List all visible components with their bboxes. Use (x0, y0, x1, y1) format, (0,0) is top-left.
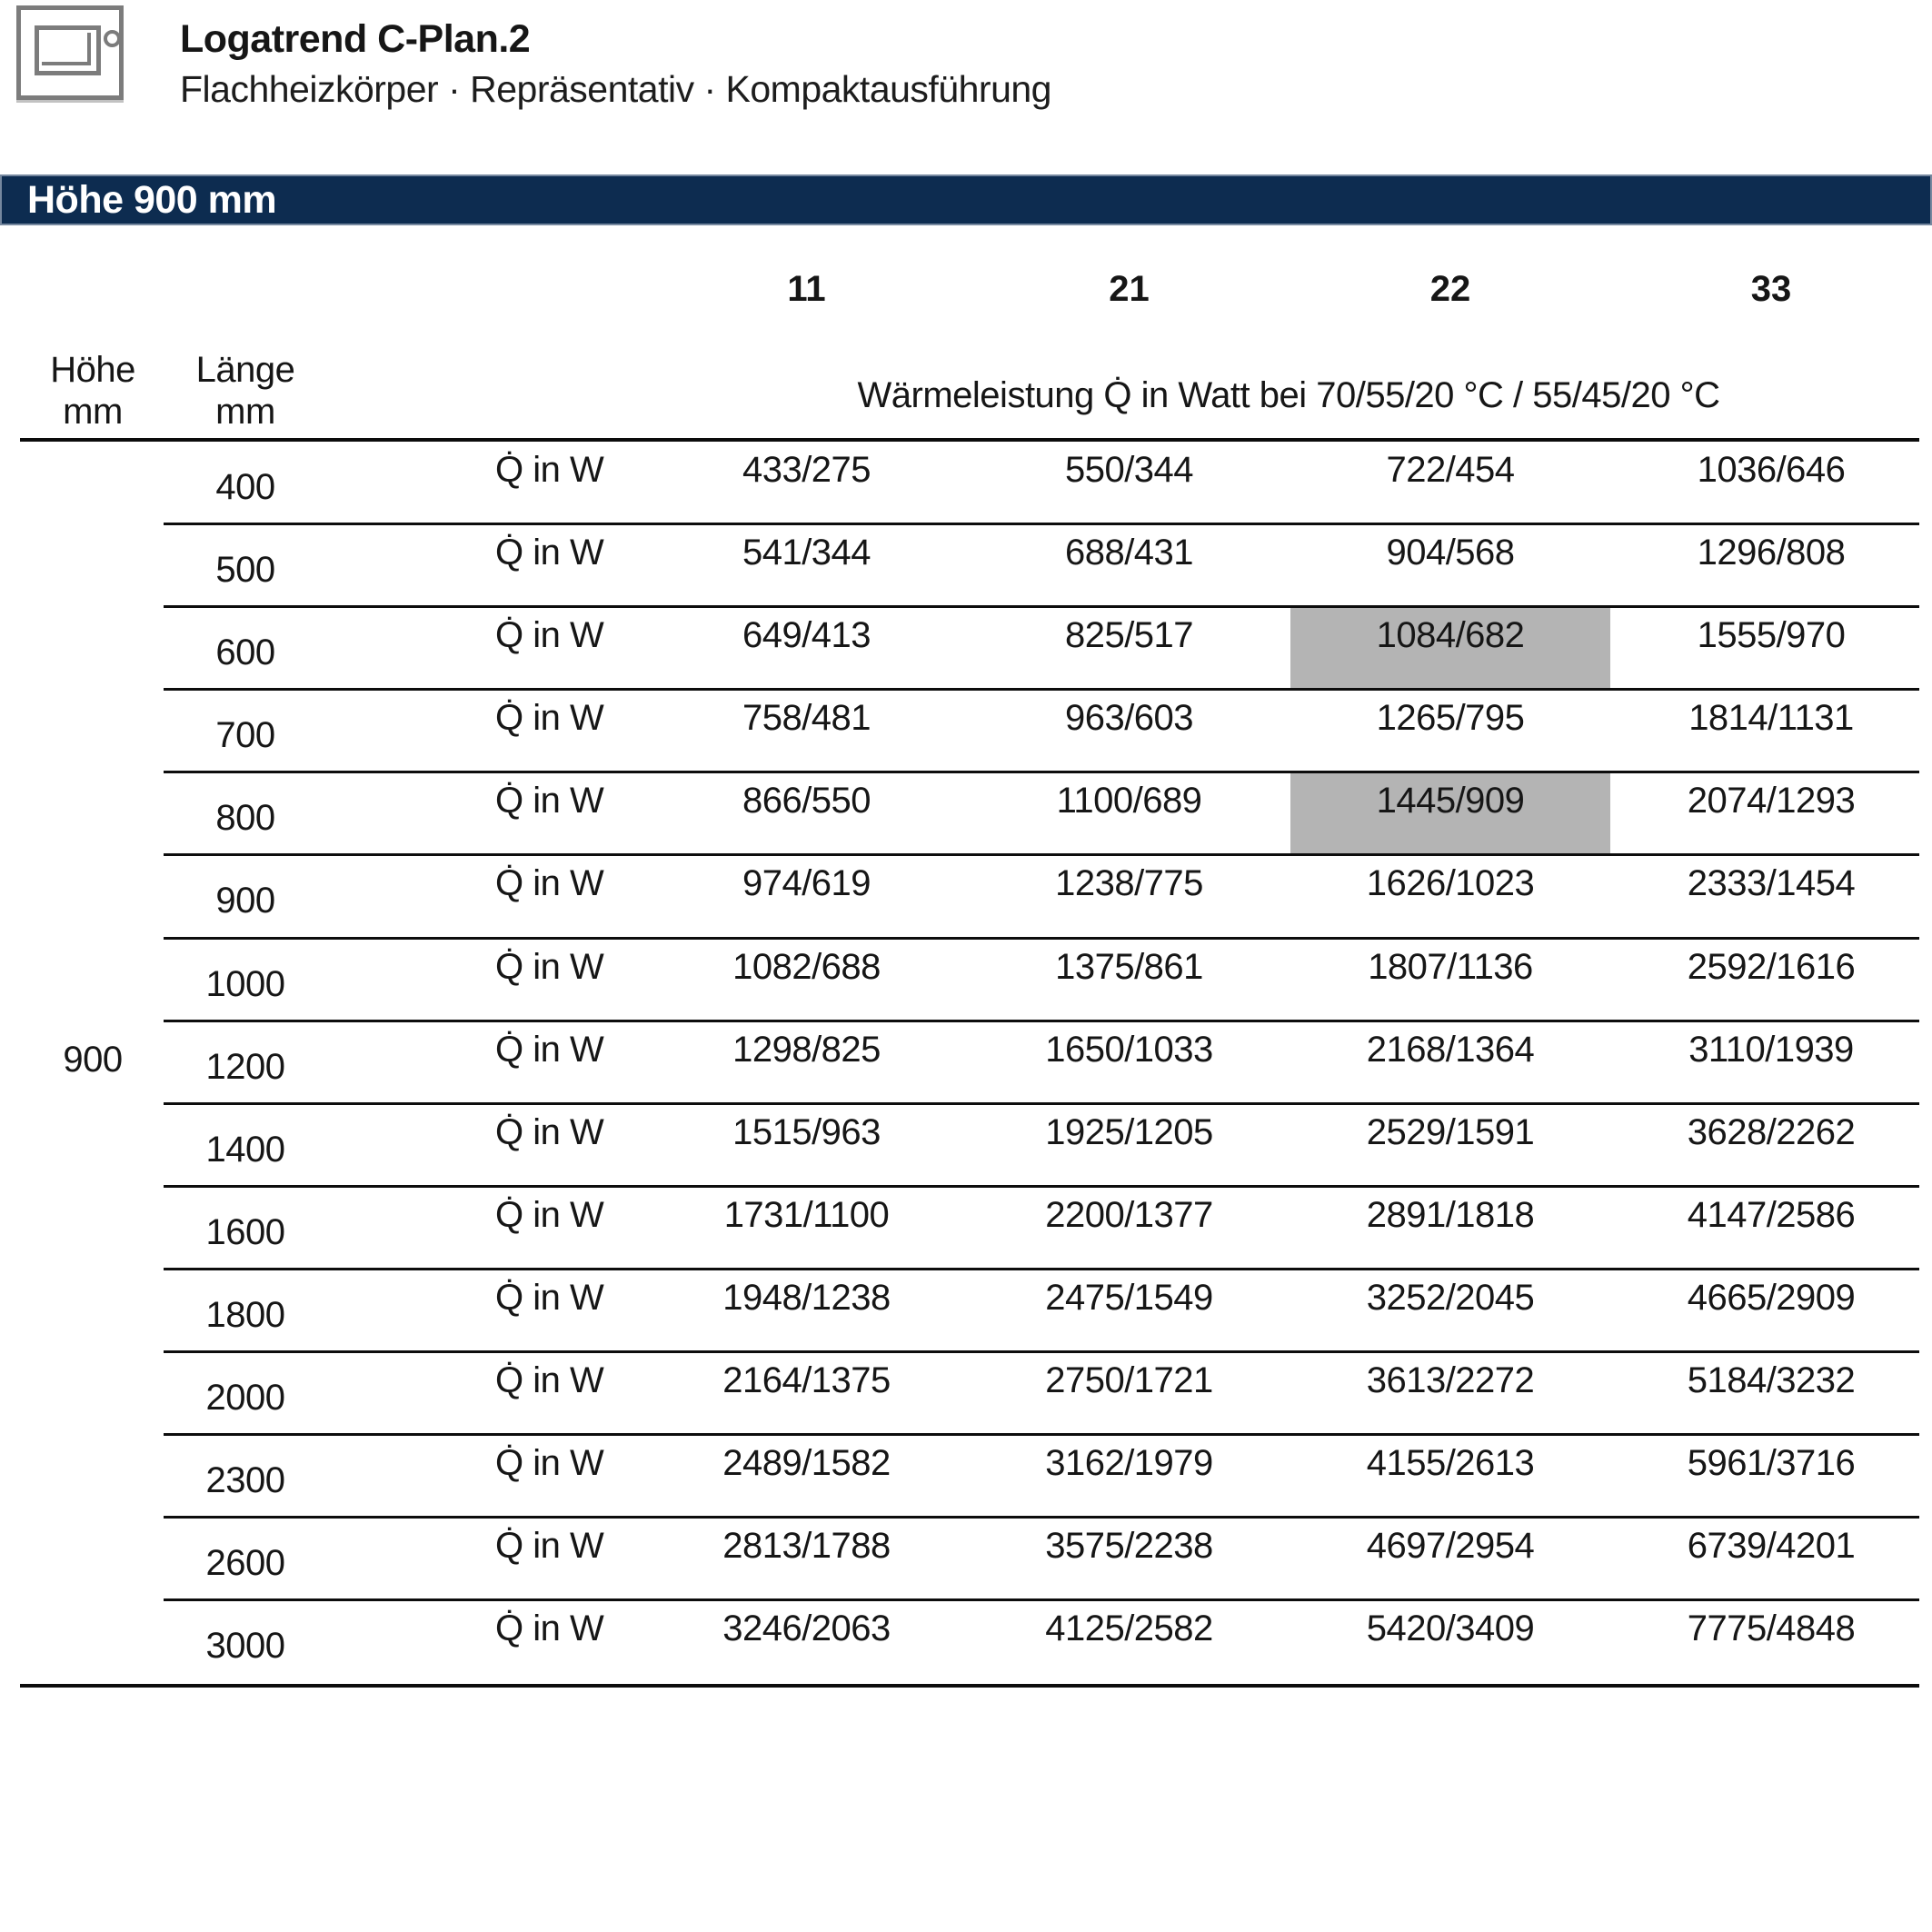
type-header-21: 21 (1109, 269, 1150, 309)
value-type-21: 1925/1205 (1045, 1111, 1213, 1152)
hoehe-spacer-cell (0, 855, 164, 938)
product-title: Logatrend C-Plan.2 (180, 17, 531, 61)
value-type-33: 2074/1293 (1687, 781, 1856, 822)
laenge-value: 1600 (205, 1211, 285, 1252)
value-type-21: 1375/861 (1055, 946, 1203, 987)
value-type-22: 1807/1136 (1368, 946, 1533, 987)
q-unit-label: Q̇ in W (495, 781, 604, 822)
q-unit-label: Q̇ in W (495, 615, 604, 656)
radiator-panel-glyph (35, 25, 101, 75)
value-type-21: 1238/775 (1055, 863, 1203, 904)
value-type-21: 3162/1979 (1045, 1443, 1213, 1484)
value-type-21: 1650/1033 (1045, 1029, 1213, 1070)
table-row (0, 1187, 1932, 1270)
value-type-22: 2529/1591 (1366, 1111, 1535, 1152)
value-type-21: 2750/1721 (1045, 1360, 1213, 1401)
hoehe-spacer-cell (0, 939, 164, 1021)
table-row (0, 1600, 1932, 1683)
table-row (0, 1352, 1932, 1435)
q-unit-label: Q̇ in W (495, 1277, 604, 1318)
laenge-header-line2: mm (215, 392, 275, 432)
laenge-value: 800 (215, 798, 275, 839)
table-bottom-divider (20, 1684, 1919, 1688)
hoehe-spacer-cell (0, 1021, 164, 1104)
q-unit-label: Q̇ in W (495, 1194, 604, 1235)
value-type-33: 1036/646 (1697, 450, 1846, 490)
value-type-11: 2164/1375 (722, 1360, 891, 1401)
hoehe-header-line1: Höhe (50, 350, 135, 390)
laenge-header-line1: Länge (195, 350, 295, 390)
type-header-row (0, 268, 1932, 310)
value-type-21: 2200/1377 (1045, 1194, 1213, 1235)
column-header-row (0, 344, 1932, 438)
value-type-33: 5961/3716 (1687, 1443, 1856, 1484)
value-type-22: 4697/2954 (1366, 1526, 1535, 1567)
value-type-22: 2168/1364 (1366, 1029, 1535, 1070)
value-type-22: 5420/3409 (1366, 1608, 1535, 1649)
value-type-33: 1814/1131 (1688, 698, 1854, 739)
value-type-21: 550/344 (1064, 450, 1194, 490)
table-body (0, 442, 1932, 1683)
value-type-21: 963/603 (1064, 698, 1194, 739)
table-row (0, 1518, 1932, 1600)
laenge-value: 700 (215, 715, 275, 756)
type-header-11: 11 (787, 269, 826, 309)
value-type-11: 649/413 (742, 615, 871, 656)
value-type-33: 2592/1616 (1687, 946, 1856, 987)
value-type-22: 1265/795 (1376, 698, 1525, 739)
performance-header: Wärmeleistung Q̇ in Watt bei 70/55/20 °C / 55/45/20 °C (857, 374, 1720, 415)
value-type-21: 1100/689 (1056, 781, 1202, 822)
q-unit-label: Q̇ in W (495, 863, 604, 904)
hoehe-spacer-cell (0, 607, 164, 690)
hoehe-header-line2: mm (63, 392, 123, 432)
type-header-33: 33 (1750, 269, 1792, 309)
laenge-value: 400 (215, 467, 275, 507)
value-type-11: 433/275 (742, 450, 871, 490)
value-type-33: 2333/1454 (1687, 863, 1856, 904)
table-row (0, 1104, 1932, 1187)
section-bar-label: Höhe 900 mm (27, 177, 277, 222)
value-type-11: 1731/1100 (723, 1194, 890, 1235)
radiator-icon (16, 5, 124, 100)
q-unit-label: Q̇ in W (495, 533, 604, 573)
value-type-22: 904/568 (1386, 533, 1515, 573)
value-type-22: 1626/1023 (1366, 863, 1535, 904)
value-type-21: 3575/2238 (1045, 1526, 1213, 1567)
value-type-33: 1296/808 (1697, 533, 1846, 573)
radiator-valve-knob (104, 30, 121, 47)
laenge-value: 600 (215, 632, 275, 673)
laenge-value: 1000 (205, 963, 285, 1004)
value-type-33: 1555/970 (1697, 615, 1846, 656)
q-unit-label: Q̇ in W (495, 1526, 604, 1567)
table-row (0, 1270, 1932, 1352)
table-row (0, 442, 1932, 524)
hoehe-spacer-cell (0, 1270, 164, 1352)
value-type-22: 1084/682 (1290, 607, 1610, 690)
value-type-22: 2891/1818 (1366, 1194, 1535, 1235)
value-type-33: 6739/4201 (1687, 1526, 1856, 1567)
value-type-33: 7775/4848 (1687, 1608, 1856, 1649)
table-row (0, 1021, 1932, 1104)
q-unit-label: Q̇ in W (495, 946, 604, 987)
q-unit-label: Q̇ in W (495, 1360, 604, 1401)
section-bar (0, 174, 1932, 225)
laenge-value: 1400 (205, 1129, 285, 1170)
hoehe-spacer-cell (0, 690, 164, 772)
value-type-11: 974/619 (742, 863, 871, 904)
hoehe-spacer-cell (0, 1435, 164, 1518)
value-type-11: 1515/963 (732, 1111, 881, 1152)
value-type-22: 722/454 (1386, 450, 1515, 490)
hoehe-value: 900 (63, 1040, 123, 1080)
value-type-11: 1948/1238 (722, 1277, 891, 1318)
laenge-value: 3000 (205, 1626, 285, 1667)
laenge-value: 2000 (205, 1378, 285, 1419)
value-type-11: 2489/1582 (722, 1443, 891, 1484)
value-type-21: 2475/1549 (1045, 1277, 1213, 1318)
value-type-11: 541/344 (742, 533, 871, 573)
laenge-value: 1200 (205, 1046, 285, 1087)
table-row (0, 772, 1932, 855)
value-type-33: 4147/2586 (1687, 1194, 1856, 1235)
table-row (0, 607, 1932, 690)
value-type-33: 5184/3232 (1687, 1360, 1856, 1401)
value-type-21: 4125/2582 (1045, 1608, 1213, 1649)
hoehe-spacer-cell (0, 1187, 164, 1270)
table-row (0, 524, 1932, 607)
value-type-21: 825/517 (1064, 615, 1194, 656)
q-unit-label: Q̇ in W (495, 698, 604, 739)
hoehe-spacer-cell (0, 1352, 164, 1435)
value-type-22: 3252/2045 (1366, 1277, 1535, 1318)
q-unit-label: Q̇ in W (495, 1029, 604, 1070)
value-type-33: 3628/2262 (1687, 1111, 1856, 1152)
hoehe-spacer-cell (0, 772, 164, 855)
q-unit-label: Q̇ in W (495, 1608, 604, 1649)
type-header-22: 22 (1429, 269, 1471, 309)
laenge-value: 2300 (205, 1460, 285, 1501)
value-type-22: 4155/2613 (1366, 1443, 1535, 1484)
table-row (0, 855, 1932, 938)
value-type-21: 688/431 (1064, 533, 1194, 573)
value-type-11: 758/481 (742, 698, 871, 739)
hoehe-column-header (0, 344, 164, 438)
value-type-11: 2813/1788 (722, 1526, 891, 1567)
hoehe-spacer-cell (0, 1104, 164, 1187)
hoehe-spacer-cell (0, 1600, 164, 1683)
value-type-22: 1445/909 (1290, 772, 1610, 855)
q-unit-label: Q̇ in W (495, 1443, 604, 1484)
laenge-column-header (164, 344, 327, 438)
laenge-value: 2600 (205, 1543, 285, 1584)
value-type-11: 866/550 (742, 781, 871, 822)
product-subtitle: Flachheizkörper · Repräsentativ · Kompaktausführung (180, 68, 1051, 110)
table-row (0, 939, 1932, 1021)
radiator-panel-inner-line (42, 33, 91, 65)
value-type-33: 3110/1939 (1688, 1029, 1854, 1070)
q-unit-label: Q̇ in W (495, 1111, 604, 1152)
table-rows (0, 442, 1932, 1683)
hoehe-spacer-cell (0, 442, 164, 524)
hoehe-spacer-cell (0, 1518, 164, 1600)
value-type-11: 1082/688 (732, 946, 881, 987)
value-type-11: 3246/2063 (722, 1608, 891, 1649)
hoehe-spacer-cell (0, 524, 164, 607)
table-row (0, 1435, 1932, 1518)
laenge-value: 500 (215, 550, 275, 591)
laenge-value: 1800 (205, 1294, 285, 1335)
table-row (0, 690, 1932, 772)
value-type-11: 1298/825 (732, 1029, 881, 1070)
q-unit-label: Q̇ in W (495, 450, 604, 490)
laenge-value: 900 (215, 881, 275, 921)
value-type-33: 4665/2909 (1687, 1277, 1856, 1318)
value-type-22: 3613/2272 (1366, 1360, 1535, 1401)
